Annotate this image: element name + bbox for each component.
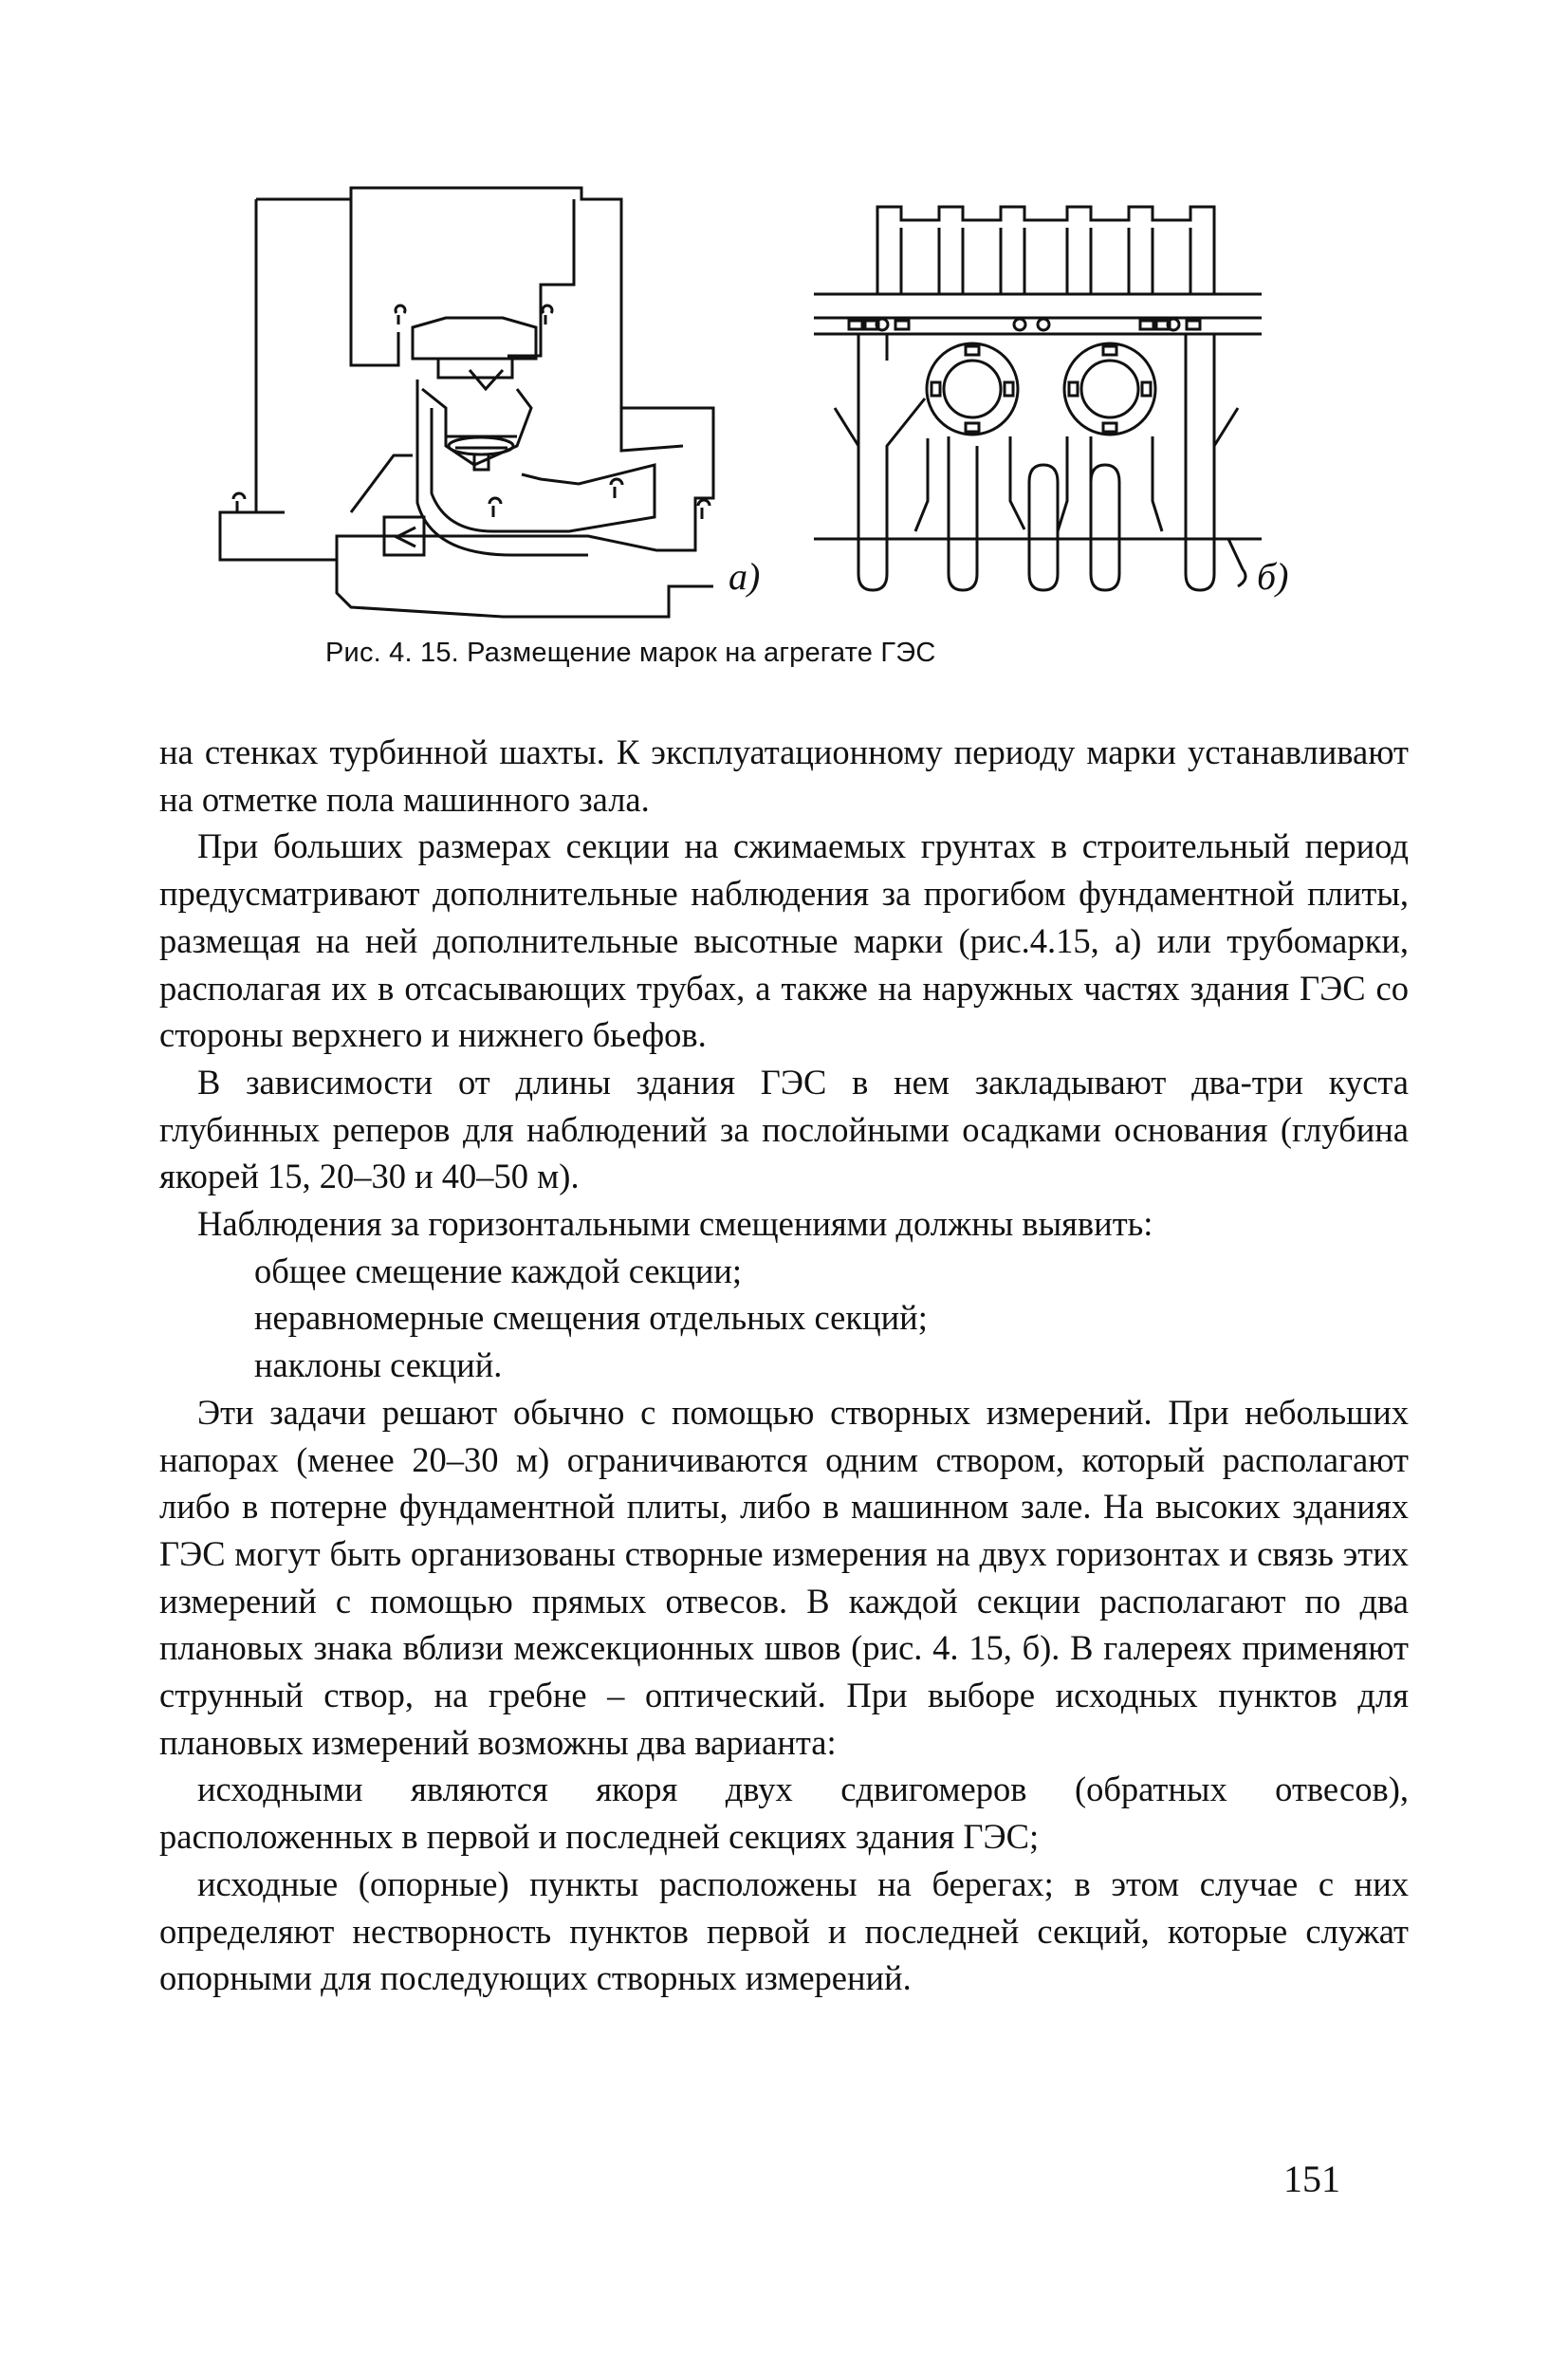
figure-caption: Рис. 4. 15. Размещение марок на агрегате ГЭС (325, 638, 936, 668)
figure-drawings (0, 0, 1568, 683)
paragraph-horizontal-shifts: Наблюдения за горизонтальными смещениями должны выявить: (197, 1204, 1153, 1244)
figure-b-drawing (814, 207, 1262, 590)
list-item-tilts: наклоны секций. (254, 1345, 503, 1385)
paragraph-variant-one: исходными являются якоря двух сдвигомеров (обратных отвесов), расположенных в первой и последней секциях здания ГЭС; (159, 1769, 1409, 1857)
page-number: 151 (1283, 2158, 1340, 2200)
paragraph-variant-two: исходные (опорные) пункты расположены на берегах; в этом случае с них определяют нестворность пунктов первой и последней секций, которые служат опорными для последующих створных измерений. (159, 1863, 1409, 1998)
list-item-overall-shift: общее смещение каждой секции; (254, 1251, 743, 1290)
figure-label-b: б) (1257, 555, 1289, 598)
figure-a-drawing (220, 188, 713, 617)
body-text (159, 729, 1409, 2002)
figure-label-a: а) (729, 555, 761, 598)
paragraph-alignment-measurements: Эти задачи решают обычно с помощью створных измерений. При небольших напорах (менее 20–30 м) ограничиваются одним створом, который располагают либо в потерне фундаментной плиты, либо в машинном зале. На высоких зданиях ГЭС могут быть организованы створные измерения на двух горизонтах и связь этих измерений с помощью прямых отвесов. В каждой секции располагают по два плановых знака вблизи межсекционных швов (рис. 4. 15, б). В галереях применяют струнный створ, на гребне – оптический. При выборе исходных пунктов для плановых измерений возможны два варианта: (159, 1392, 1409, 1762)
paragraph-benchmarks: В зависимости от длины здания ГЭС в нем закладывают два-три куста глубинных реперов для наблюдений за послойными осадками основания (глубина якорей 15, 20–30 и 40–50 м). (159, 1062, 1409, 1196)
list-item-uneven-shift: неравномерные смещения отдельных секций; (254, 1298, 928, 1338)
paragraph-deformation: При больших размерах секции на сжимаемых грунтах в строительный период предусматривают дополнительные наблюдения за прогибом фундаментной плиты, размещая на ней дополнительные высотные марки (рис.4.15, а) или трубомарки, располагая их в отсасывающих трубах, а также на наружных частях здания ГЭС со стороны верхнего и нижнего бьефов. (159, 826, 1409, 1055)
paragraph-continuation: на стенках турбинной шахты. К эксплуатационному периоду марки устанавливают на отметке пола машинного зала. (159, 732, 1409, 819)
figure-4-15 (0, 0, 1568, 683)
